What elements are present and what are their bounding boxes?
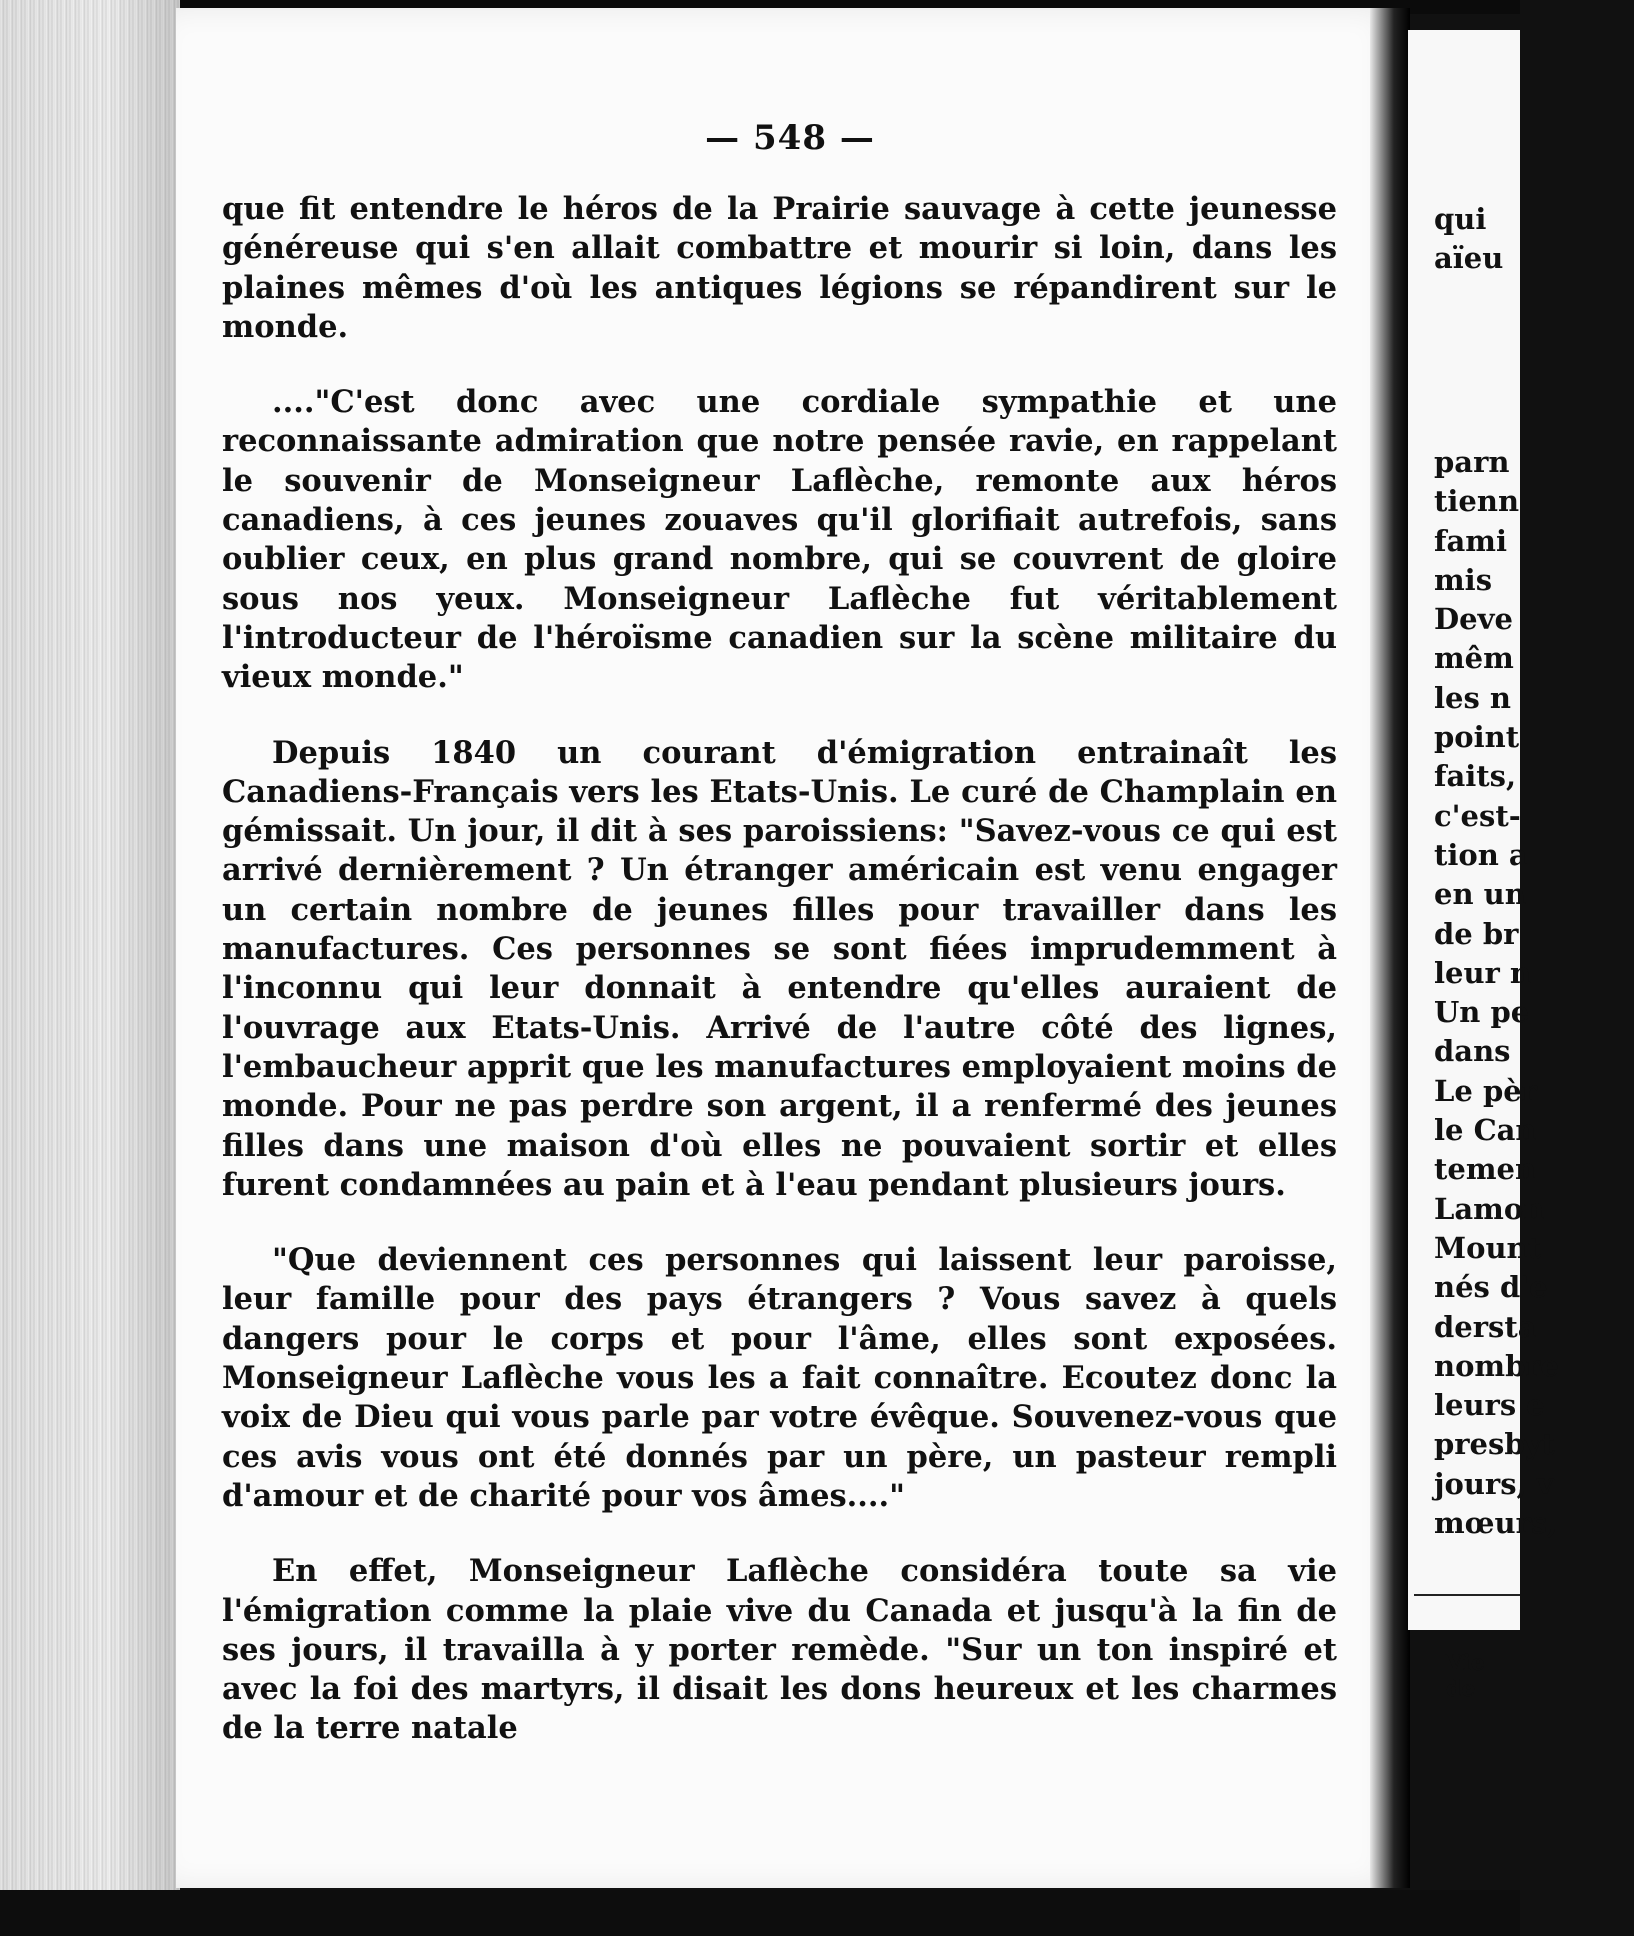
- footnote-rule: [1414, 1594, 1520, 1596]
- facing-footnote: Vie de: [1446, 1650, 1486, 1702]
- paragraph-5: En effet, Monseigneur Laflèche considéra toute sa vie l'émigration comme la plaie vive du Canada et jusqu'à la fin de ses jours, il travailla à y porter remède. "Sur un ton inspiré et avec la foi des martyrs, il disait les dons heureux et les charmes de la terre natale: [222, 1553, 1337, 1747]
- facing-page-line: mis: [1434, 562, 1493, 597]
- facing-page-line: Lamon: [1434, 1191, 1545, 1226]
- facing-page-line: dans: [1434, 1034, 1511, 1069]
- paragraph-1: que fit entendre le héros de la Prairie sauvage à cette jeunesse généreuse qui s'en allait combattre et mourir si loin, dans les plaines mêmes d'où les antiques légions se répandirent sur le monde.: [222, 191, 1337, 345]
- facing-page-line: nés d'e: [1434, 1270, 1548, 1305]
- facing-page-line: qui: [1434, 202, 1487, 236]
- facing-page-line: Un pe: [1434, 995, 1530, 1030]
- facing-page-line: les n: [1434, 680, 1511, 715]
- facing-page-line: mêm: [1434, 641, 1514, 676]
- facing-page-line: jours, v: [1434, 1466, 1554, 1501]
- paragraph-3: Depuis 1840 un courant d'émigration entrainaît les Canadiens-Français vers les Etats-Unis. Le curé de Champlain en gémissait. Un jour, il dit à ses paroissiens: "Savez-vous ce qui est arrivé dernièrement ? Un étranger américain est venu engager un certain nombre de jeunes filles pour travailler dans les manufactures. Ces personnes se sont fiées imprudemment à l'inconnu qui leur donnait à entendre qu'elles auraient de l'ouvrage aux Etats-Unis. Arrivé de l'autre côté des lignes, l'embaucheur apprit que les manufactures employaient moins de monde. Pour ne pas perdre son argent, il a renfermé des jeunes filles dans une maison d'où elles ne pouvaient sortir et elles furent condamnées au pain et à l'eau pendant plusieurs jours.: [222, 734, 1337, 1203]
- facing-page-line: Deve: [1434, 602, 1513, 637]
- facing-page-line: dersta: [1434, 1309, 1537, 1344]
- facing-page-line: faits,: [1434, 759, 1517, 794]
- facing-page-line: parn: [1434, 445, 1510, 479]
- page-number: — 548 —: [705, 118, 875, 158]
- facing-page: [1408, 30, 1560, 1630]
- facing-page-line: presbyt: [1434, 1427, 1555, 1462]
- facing-page-line: tienn: [1434, 484, 1520, 519]
- facing-page-line: c'est-: [1434, 798, 1521, 833]
- facing-page-line: en un: [1434, 877, 1526, 912]
- book-page-edges: [0, 0, 180, 1936]
- facing-page-line: Mount: [1434, 1230, 1542, 1265]
- facing-page-line: leur n: [1434, 955, 1532, 990]
- facing-page-top-lines: [1434, 200, 1634, 279]
- paragraph-4: "Que deviennent ces personnes qui laissent leur paroisse, leur famille pour des pays étrangers ? Vous savez à quels dangers pour le corps et pour l'âme, elles sont exposées. Monseigneur Laflèche vous les a fait connaître. Ecoutez donc la voix de Dieu qui vous parle par votre évêque. Souvenez-vous que ces avis vous ont été donnés par un père, un pasteur rempli d'amour et de charité pour vos âmes....": [222, 1242, 1337, 1514]
- facing-page-line: le Can: [1434, 1113, 1537, 1148]
- facing-page-line: mœurs,: [1434, 1506, 1558, 1541]
- scan-bottom-edge: [0, 1890, 1520, 1936]
- page-text: [222, 190, 1337, 1785]
- paragraph-2: ...."C'est donc avec une cordiale sympathie et une reconnaissante admiration que notre pensée ravie, en rappelant le souvenir de Monseigneur Laflèche, remonte aux héros canadiens, à ces jeunes zouaves qu'il glorifiait autrefois, sans oublier ceux, en plus grand nombre, qui se couvrent de gloire sous nos yeux. Monseigneur Laflèche fut véritablement l'introducteur de l'héroïsme canadien sur la scène militaire du vieux monde.": [222, 384, 1337, 696]
- facing-page-line: aïeu: [1434, 241, 1504, 276]
- facing-page-line: nombre: [1434, 1348, 1560, 1383]
- book-gutter: [1370, 8, 1410, 1888]
- facing-page-line: fami: [1434, 523, 1507, 558]
- facing-page-lines: [1434, 443, 1634, 1543]
- facing-page-line: leurs e: [1434, 1388, 1545, 1423]
- facing-page-line: temen: [1434, 1152, 1537, 1187]
- facing-page-line: Le pèr: [1434, 1073, 1537, 1108]
- facing-page-line: tion a: [1434, 837, 1528, 872]
- facing-page-line: de br: [1434, 916, 1519, 951]
- facing-page-line: point: [1434, 720, 1520, 755]
